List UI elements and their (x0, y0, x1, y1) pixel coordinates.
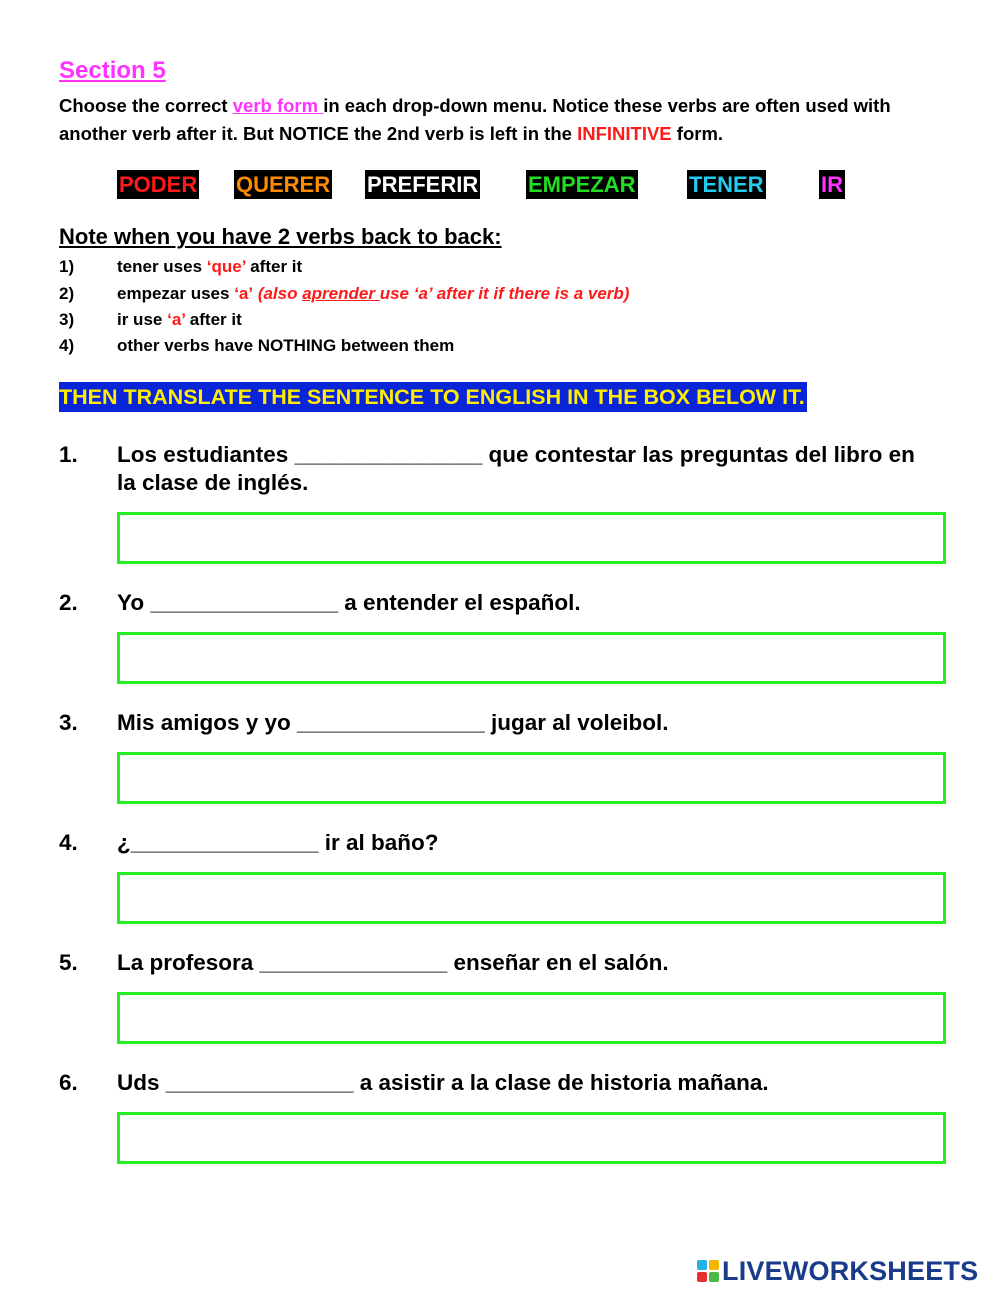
answer-box[interactable] (117, 632, 946, 684)
instructions (59, 92, 959, 148)
rule-note-verb: aprender (302, 284, 380, 303)
answer-box[interactable] (117, 872, 946, 924)
question-number: 6. (59, 1070, 78, 1095)
rule-text: other verbs have NOTHING between them (117, 336, 455, 355)
rule-number: 1) (59, 257, 75, 276)
rule-number: 4) (59, 336, 75, 355)
instructions-text-2: in each drop-down menu. Notice these verbs are often used with another verb after it. But NOTICE the 2nd verb is left in the (59, 95, 891, 144)
rule-keyword: ‘que’ (206, 257, 246, 276)
logo-text: LIVEWORKSHEETS (722, 1256, 979, 1286)
rule-number: 2) (59, 284, 75, 303)
answer-box[interactable] (117, 752, 946, 804)
instructions-infinitive: INFINITIVE (577, 123, 672, 144)
verb-chip-poder: PODER (119, 172, 198, 197)
question-text: La profesora _______________ enseñar en el salón. (117, 950, 669, 975)
rule-text-part: after it (245, 257, 303, 276)
question-number: 1. (59, 442, 78, 467)
rule-number: 3) (59, 310, 75, 329)
verb-chip-tener: TENER (689, 172, 764, 197)
verb-chip-querer: QUERER (236, 172, 331, 197)
question-number: 3. (59, 710, 78, 735)
rule-text-part: ir use (117, 310, 168, 329)
instructions-text-3: form. (671, 123, 724, 144)
rule-note: use ‘a’ after it if there is a verb) (379, 284, 630, 303)
answer-box[interactable] (117, 992, 946, 1044)
rule-text-part: tener uses (117, 257, 207, 276)
notes-title: Note when you have 2 verbs back to back: (59, 224, 502, 249)
instructions-highlight: verb form (232, 95, 324, 116)
question-text: ¿_______________ ir al baño? (117, 830, 439, 855)
question-number: 2. (59, 590, 78, 615)
rule-text (117, 284, 629, 304)
instructions-text-1: Choose the correct (59, 95, 233, 116)
question-text: Mis amigos y yo _______________ jugar al voleibol. (117, 710, 669, 735)
rule-text (117, 310, 242, 330)
rule-note: (also (253, 284, 303, 303)
question-text: Uds _______________ a asistir a la clase de historia mañana. (117, 1070, 769, 1095)
rule-text (117, 257, 302, 277)
answer-box[interactable] (117, 512, 946, 564)
liveworksheets-logo-icon (697, 1260, 719, 1282)
verb-chip-ir: IR (821, 172, 843, 197)
rule-text-part: after it (185, 310, 242, 329)
rule-text-part: empezar uses (117, 284, 235, 303)
question-number: 4. (59, 830, 78, 855)
question-text: Los estudiantes _______________ que contestar las preguntas del libro en la clase de inglés. (117, 442, 915, 495)
answer-box[interactable] (117, 1112, 946, 1164)
question-text: Yo _______________ a entender el español. (117, 590, 581, 615)
translate-banner: THEN TRANSLATE THE SENTENCE TO ENGLISH IN THE BOX BELOW IT. (59, 382, 807, 412)
question-number: 5. (59, 950, 78, 975)
verb-chip-empezar: EMPEZAR (528, 172, 636, 197)
verb-chip-preferir: PREFERIR (367, 172, 479, 197)
rule-keyword: ‘a’ (167, 310, 186, 329)
rule-keyword: ‘a’ (234, 284, 254, 303)
section-title: Section 5 (59, 57, 166, 84)
